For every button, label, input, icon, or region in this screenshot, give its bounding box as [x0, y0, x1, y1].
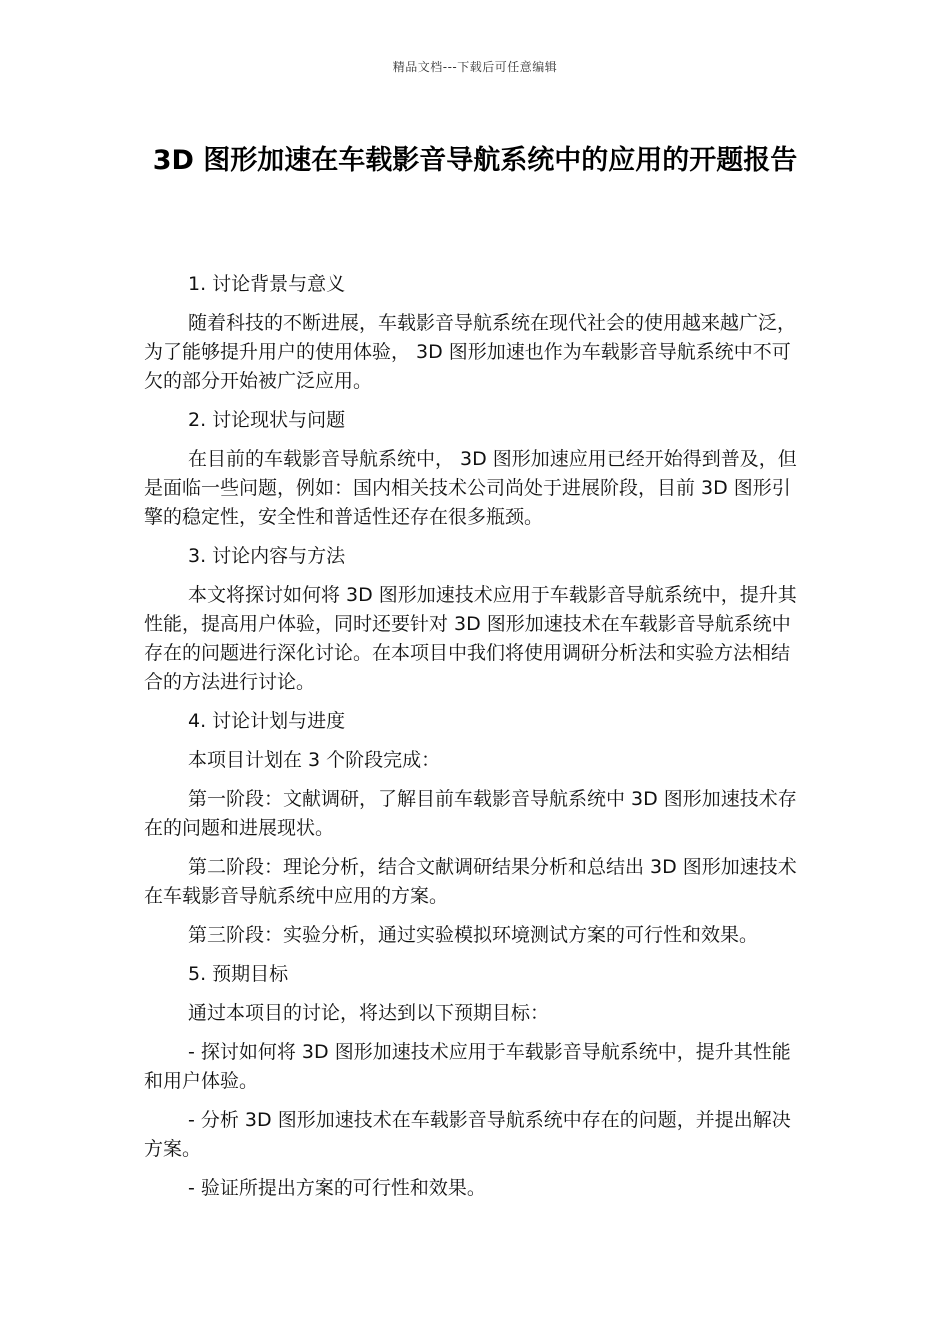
header-note: 精品文档---下载后可任意编辑	[392, 60, 558, 74]
paragraph-phase-one: 第一阶段：文献调研，了解目前车载影音导航系统中 3D 图形加速技术存在的问题和进展现状。	[144, 788, 797, 839]
goal-item: - 验证所提出方案的可行性和效果。	[188, 1177, 486, 1199]
section-heading-methods: 3. 讨论内容与方法	[188, 545, 346, 567]
section-heading-status: 2. 讨论现状与问题	[188, 409, 346, 431]
document-title: 3D 图形加速在车载影音导航系统中的应用的开题报告	[152, 145, 798, 176]
paragraph-goals-intro: 通过本项目的讨论，将达到以下预期目标：	[188, 1002, 550, 1024]
section-heading-background: 1. 讨论背景与意义	[188, 273, 346, 295]
document-body	[144, 270, 806, 1213]
paragraph-phase-two: 第二阶段：理论分析，结合文献调研结果分析和总结出 3D 图形加速技术在车载影音导航系统中应用的方案。	[144, 856, 797, 907]
paragraph-plan-intro: 本项目计划在 3 个阶段完成：	[188, 749, 441, 771]
section-heading-plan: 4. 讨论计划与进度	[188, 710, 346, 732]
goal-item: - 分析 3D 图形加速技术在车载影音导航系统中存在的问题，并提出解决方案。	[144, 1109, 791, 1160]
paragraph-background: 随着科技的不断进展，车载影音导航系统在现代社会的使用越来越广泛， 为了能够提升用户的使用体验， 3D 图形加速也作为车载影音导航系统中不可欠的部分开始被广泛应用。	[144, 312, 797, 392]
paragraph-phase-three: 第三阶段：实验分析，通过实验模拟环境测试方案的可行性和效果。	[188, 924, 759, 946]
paragraph-status: 在目前的车载影音导航系统中， 3D 图形加速应用已经开始得到普及，但是面临一些问题，例如：国内相关技术公司尚处于进展阶段，目前 3D 图形引擎的稳定性，安全性和普适性还存在很多瓶颈。	[144, 448, 797, 528]
section-heading-goals: 5. 预期目标	[188, 963, 289, 985]
paragraph-methods: 本文将探讨如何将 3D 图形加速技术应用于车载影音导航系统中，提升其性能，提高用户体验，同时还要针对 3D 图形加速技术在车载影音导航系统中存在的问题进行深化讨论。在本项目中我们将使用调研分析法和实验方法相结合的方法进行讨论。	[144, 584, 797, 693]
goal-item: - 探讨如何将 3D 图形加速技术应用于车载影音导航系统中，提升其性能和用户体验。	[144, 1041, 791, 1092]
